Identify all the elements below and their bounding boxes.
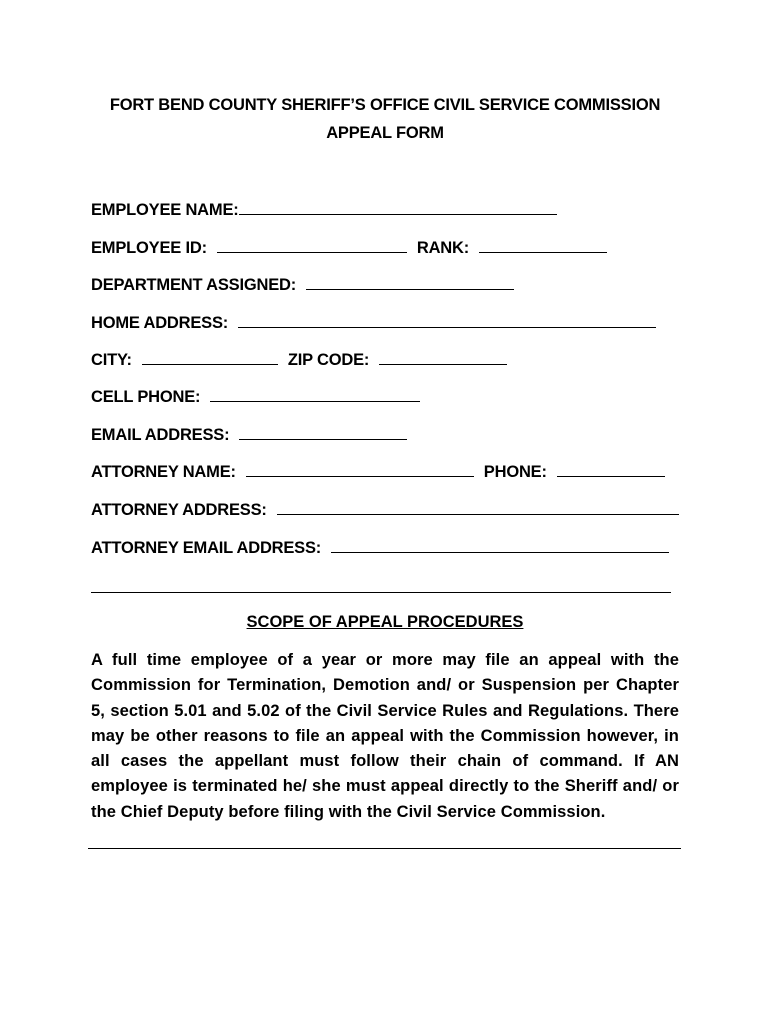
zip-code-blank[interactable]	[379, 350, 507, 365]
employee-name-blank[interactable]	[239, 200, 557, 215]
city-zip-row	[91, 350, 507, 370]
home-address-row	[91, 313, 656, 333]
form-title-line-2: APPEAL FORM	[326, 124, 444, 142]
email-address-blank[interactable]	[239, 425, 407, 440]
email-row	[91, 425, 407, 445]
phone-label: PHONE:	[483, 463, 547, 481]
city-label: CITY:	[91, 351, 132, 369]
rank-label: RANK:	[416, 239, 470, 257]
email-address-label: EMAIL ADDRESS:	[91, 426, 230, 444]
employee-id-row	[91, 238, 607, 258]
department-row	[91, 275, 514, 295]
attorney-name-blank[interactable]	[246, 462, 474, 477]
attorney-email-address-label: ATTORNEY EMAIL ADDRESS:	[91, 539, 322, 557]
form-title-line-1: FORT BEND COUNTY SHERIFF’S OFFICE CIVIL SERVICE COMMISSION	[109, 96, 661, 114]
cell-phone-blank[interactable]	[210, 387, 420, 402]
employee-name-label: EMPLOYEE NAME:	[91, 201, 239, 219]
zip-code-label: ZIP CODE:	[287, 351, 370, 369]
employee-name-row	[91, 200, 557, 220]
section-divider	[91, 592, 671, 593]
attorney-address-blank[interactable]	[277, 500, 679, 515]
attorney-email-address-blank[interactable]	[331, 538, 669, 553]
home-address-blank[interactable]	[238, 313, 656, 328]
employee-id-blank[interactable]	[217, 238, 407, 253]
attorney-name-row	[91, 462, 665, 482]
employee-id-label: EMPLOYEE ID:	[91, 239, 207, 257]
bottom-rule	[88, 848, 681, 849]
cell-phone-row	[91, 387, 420, 407]
scope-title: SCOPE OF APPEAL PROCEDURES	[246, 613, 524, 631]
attorney-address-label: ATTORNEY ADDRESS:	[91, 501, 267, 519]
attorney-name-label: ATTORNEY NAME:	[91, 463, 236, 481]
attorney-address-row	[91, 500, 679, 520]
phone-blank[interactable]	[557, 462, 665, 477]
department-assigned-blank[interactable]	[306, 275, 514, 290]
home-address-label: HOME ADDRESS:	[91, 314, 229, 332]
cell-phone-label: CELL PHONE:	[91, 388, 201, 406]
attorney-email-row	[91, 538, 669, 558]
scope-body-text: A full time employee of a year or more may file an appeal with the Commission for Termination, Demotion and/ or Suspension per Chapter 5, section 5.01 and 5.02 of the Civil Service Rules and Regulations. There may be other reasons to file an appeal with the Commission however, in all cases the appellant must follow their chain of command. If AN employee is terminated he/ she must appeal directly to the Sheriff and/ or the Chief Deputy before filing with the Civil Service Commission.	[91, 651, 679, 821]
rank-blank[interactable]	[479, 238, 607, 253]
department-assigned-label: DEPARTMENT ASSIGNED:	[91, 276, 297, 294]
city-blank[interactable]	[142, 350, 278, 365]
